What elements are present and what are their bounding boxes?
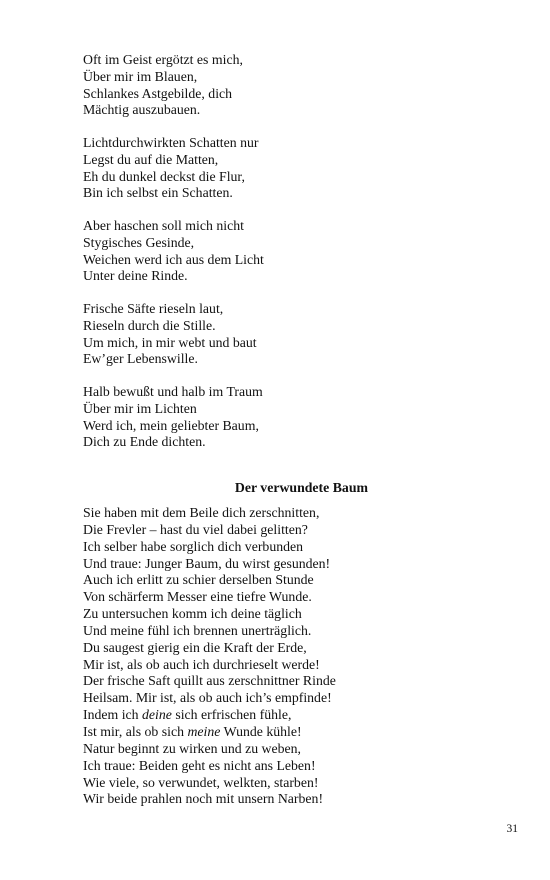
- stanza: [83, 52, 483, 119]
- poem-line: Auch ich erlitt zu schier derselben Stunde: [83, 572, 314, 588]
- poem-line: [83, 724, 503, 741]
- poem-line: Wie viele, so verwundet, welkten, starben!: [83, 774, 319, 790]
- poem-line: Wir beide prahlen noch mit unsern Narben!: [83, 791, 324, 807]
- poem-body: [83, 505, 503, 808]
- poem-line: Natur beginnt zu wirken und zu weben,: [83, 740, 302, 756]
- emphasized-word: meine: [187, 723, 221, 739]
- poem-line: Oft im Geist ergötzt es mich,: [83, 52, 243, 67]
- poem-line: Ich traue: Beiden geht es nicht ans Leben!: [83, 757, 316, 773]
- poem-title: Der verwundete Baum: [234, 480, 368, 495]
- poem-line: Lichtdurchwirkten Schatten nur: [83, 135, 259, 150]
- stanza: [83, 218, 483, 285]
- stanza: [83, 384, 483, 451]
- poem-line: Rieseln durch die Stille.: [83, 317, 216, 333]
- stanza: [83, 135, 483, 202]
- poem-line: Über mir im Lichten: [83, 400, 197, 416]
- poem-line: Aber haschen soll mich nicht: [83, 218, 244, 233]
- poem-line: Werd ich, mein geliebter Baum,: [83, 417, 259, 433]
- poem-line: Stygisches Gesinde,: [83, 234, 195, 250]
- poem-line: Weichen werd ich aus dem Licht: [83, 251, 264, 267]
- poem-line: Und meine fühl ich brennen unerträglich.: [83, 622, 312, 638]
- poem-line: Sie haben mit dem Beile dich zerschnitten,: [83, 505, 320, 520]
- page-number: 31: [506, 823, 518, 835]
- poem-line: Bin ich selbst ein Schatten.: [83, 185, 233, 201]
- emphasized-word: deine: [142, 707, 172, 723]
- poem-line: Ew’ger Lebenswille.: [83, 351, 198, 367]
- poem-stanzas: [83, 52, 483, 467]
- poem-line: Heilsam. Mir ist, als ob auch ich’s empfinde!: [83, 690, 332, 706]
- poem-line: Die Frevler – hast du viel dabei gelitten?: [83, 521, 308, 537]
- poem-line: Mächtig auszubauen.: [83, 102, 201, 118]
- poem-line: [83, 707, 503, 724]
- poem-line: Zu untersuchen komm ich deine täglich: [83, 606, 302, 622]
- poem-line: Schlankes Astgebilde, dich: [83, 85, 233, 101]
- poem-line: Du saugest gierig ein die Kraft der Erde,: [83, 639, 307, 655]
- poem-line: Von schärferm Messer eine tiefre Wunde.: [83, 589, 312, 605]
- line-text: Indem ich: [83, 707, 143, 723]
- poem-line: Halb bewußt und halb im Traum: [83, 384, 263, 399]
- poem-line: Um mich, in mir webt und baut: [83, 334, 257, 350]
- poem-line: Unter deine Rinde.: [83, 268, 188, 284]
- poem-line: Und traue: Junger Baum, du wirst gesunden!: [83, 555, 331, 571]
- poem-line: Über mir im Blauen,: [83, 68, 198, 84]
- poem-line: Frische Säfte rieseln laut,: [83, 301, 224, 316]
- poem-line: Eh du dunkel deckst die Flur,: [83, 168, 245, 184]
- line-text: Ist mir, als ob sich: [83, 723, 188, 739]
- line-text: sich erfrischen fühle,: [171, 707, 292, 723]
- poem-line: Ich selber habe sorglich dich verbunden: [83, 538, 304, 554]
- poem-line: Mir ist, als ob auch ich durchrieselt werde!: [83, 656, 320, 672]
- poem-line: Dich zu Ende dichten.: [83, 434, 206, 450]
- line-text: Wunde kühle!: [220, 723, 302, 739]
- poem-line: Der frische Saft quillt aus zerschnittner Rinde: [83, 673, 336, 689]
- poem-line: Legst du auf die Matten,: [83, 151, 219, 167]
- stanza: [83, 301, 483, 368]
